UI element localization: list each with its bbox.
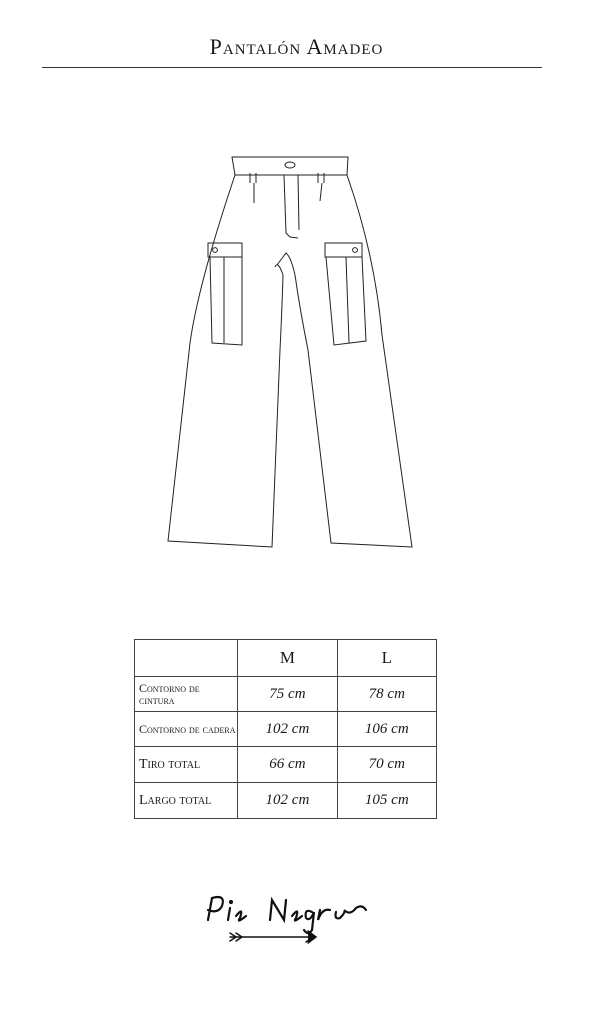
title-divider (42, 67, 542, 68)
table-row (135, 677, 437, 712)
header-size-l: L (337, 640, 436, 677)
value-l: 70 cm (337, 747, 436, 783)
pants-technical-drawing (150, 145, 420, 555)
table-header-row (135, 640, 437, 677)
table-row (135, 712, 437, 747)
pie-negro-logo (200, 890, 375, 950)
value-l: 106 cm (337, 712, 436, 747)
row-label: Tiro total (135, 747, 238, 783)
value-m: 66 cm (238, 747, 337, 783)
table-row (135, 783, 437, 819)
value-l: 105 cm (337, 783, 436, 819)
size-chart-table (134, 639, 437, 819)
table-row (135, 747, 437, 783)
value-m: 102 cm (238, 783, 337, 819)
value-m: 75 cm (238, 677, 337, 712)
header-size-m: M (238, 640, 337, 677)
row-label: Largo total (135, 783, 238, 819)
header-empty-cell (135, 640, 238, 677)
value-l: 78 cm (337, 677, 436, 712)
row-label: Contorno de cintura (135, 677, 238, 712)
page-title: Pantalón Amadeo (209, 34, 384, 59)
value-m: 102 cm (238, 712, 337, 747)
row-label: Contorno de cadera (135, 712, 238, 747)
